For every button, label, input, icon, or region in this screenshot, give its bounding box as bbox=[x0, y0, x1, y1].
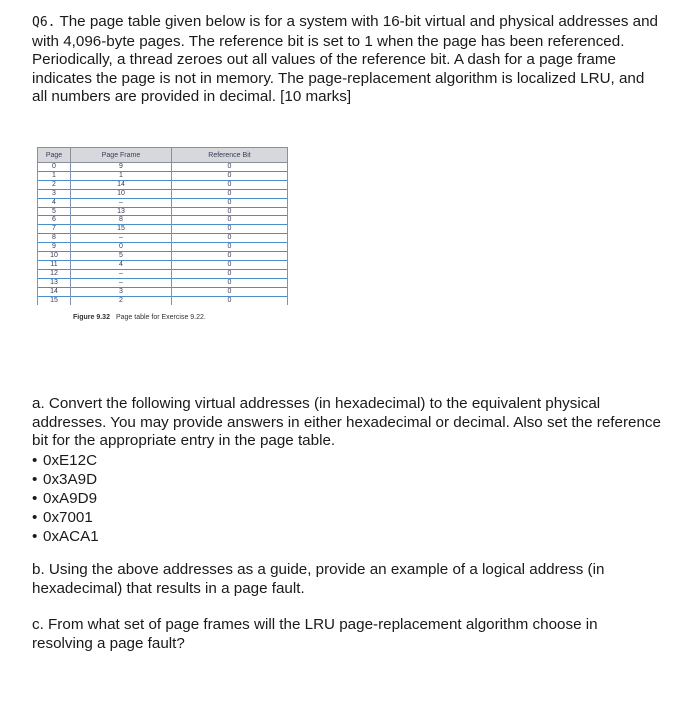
cell-page: 10 bbox=[38, 252, 71, 261]
bullet-icon: • bbox=[32, 489, 38, 507]
table-row bbox=[38, 189, 288, 198]
cell-page: 3 bbox=[38, 189, 71, 198]
cell-reference-bit: 0 bbox=[172, 287, 288, 296]
bullet-icon: • bbox=[32, 470, 38, 488]
cell-reference-bit: 0 bbox=[172, 180, 288, 189]
cell-page-frame: 8 bbox=[71, 216, 172, 225]
table-row bbox=[38, 287, 288, 296]
cell-page-frame: 1 bbox=[71, 171, 172, 180]
part-c bbox=[32, 616, 662, 653]
cell-page: 13 bbox=[38, 278, 71, 287]
address-value: 0x7001 bbox=[43, 508, 93, 526]
header-page-frame: Page Frame bbox=[71, 148, 172, 163]
cell-page-frame: 10 bbox=[71, 189, 172, 198]
list-item bbox=[32, 451, 662, 470]
cell-page-frame: – bbox=[71, 198, 172, 207]
cell-page-frame: 2 bbox=[71, 296, 172, 304]
table-row bbox=[38, 163, 288, 172]
header-page: Page bbox=[38, 148, 71, 163]
part-a bbox=[32, 395, 662, 546]
table-header-row bbox=[38, 148, 288, 163]
cell-page-frame: – bbox=[71, 269, 172, 278]
address-value: 0xA9D9 bbox=[43, 489, 98, 507]
cell-reference-bit: 0 bbox=[172, 296, 288, 304]
cell-reference-bit: 0 bbox=[172, 243, 288, 252]
cell-reference-bit: 0 bbox=[172, 252, 288, 261]
cell-page-frame: 4 bbox=[71, 260, 172, 269]
table-row bbox=[38, 171, 288, 180]
cell-page: 5 bbox=[38, 207, 71, 216]
address-value: 0xACA1 bbox=[43, 527, 99, 545]
cell-page: 0 bbox=[38, 163, 71, 172]
list-item bbox=[32, 470, 662, 489]
part-c-text: c. From what set of page frames will the LRU page-replacement algorithm choose in resolving a page fault? bbox=[32, 616, 598, 652]
address-value: 0xE12C bbox=[43, 451, 98, 469]
question-text: The page table given below is for a system with 16-bit virtual and physical addresses and with 4,096-byte pages. The reference bit is set to 1 when the page has been referenced. Periodically, a thread zeroes out all values of the reference bit. A dash for a page frame indicates the page is not in memory. The page-replacement algorithm is localized LRU, and all numbers are provided in decimal. [10 marks] bbox=[32, 13, 658, 106]
bullet-icon: • bbox=[32, 451, 38, 469]
part-a-text: a. Convert the following virtual addresses (in hexadecimal) to the equivalent physical addresses. You may provide answers in either hexadecimal or decimal. Also set the reference bit for the appropriate entry in the page table. bbox=[32, 395, 661, 450]
table-row bbox=[38, 260, 288, 269]
cell-page-frame: 5 bbox=[71, 252, 172, 261]
cell-page: 11 bbox=[38, 260, 71, 269]
table-row bbox=[38, 198, 288, 207]
cell-page: 2 bbox=[38, 180, 71, 189]
caption-text: Page table for Exercise 9.22. bbox=[115, 313, 206, 321]
cell-page-frame: 13 bbox=[71, 207, 172, 216]
cell-page: 15 bbox=[38, 296, 71, 304]
cell-reference-bit: 0 bbox=[172, 225, 288, 234]
page-table-body bbox=[38, 163, 288, 305]
table-row bbox=[38, 180, 288, 189]
cell-reference-bit: 0 bbox=[172, 278, 288, 287]
figure-caption bbox=[73, 314, 287, 321]
cell-reference-bit: 0 bbox=[172, 171, 288, 180]
table-row bbox=[38, 216, 288, 225]
cell-reference-bit: 0 bbox=[172, 207, 288, 216]
cell-reference-bit: 0 bbox=[172, 216, 288, 225]
address-list bbox=[32, 451, 662, 546]
table-row bbox=[38, 207, 288, 216]
cell-page: 14 bbox=[38, 287, 71, 296]
cell-reference-bit: 0 bbox=[172, 269, 288, 278]
cell-reference-bit: 0 bbox=[172, 189, 288, 198]
part-b-text: b. Using the above addresses as a guide, provide an example of a logical address (in hexadecimal) that results in a page fault. bbox=[32, 561, 605, 597]
caption-label: Figure 9.32 bbox=[73, 313, 110, 321]
page-table-figure bbox=[37, 147, 287, 321]
table-row bbox=[38, 225, 288, 234]
cell-reference-bit: 0 bbox=[172, 234, 288, 243]
header-reference-bit: Reference Bit bbox=[172, 148, 288, 163]
cell-reference-bit: 0 bbox=[172, 198, 288, 207]
table-row bbox=[38, 296, 288, 304]
list-item bbox=[32, 508, 662, 527]
address-value: 0x3A9D bbox=[43, 470, 98, 488]
bullet-icon: • bbox=[32, 527, 38, 545]
cell-page: 9 bbox=[38, 243, 71, 252]
table-row bbox=[38, 234, 288, 243]
cell-page-frame: – bbox=[71, 234, 172, 243]
cell-page-frame: 0 bbox=[71, 243, 172, 252]
cell-page-frame: 9 bbox=[71, 163, 172, 172]
cell-page: 8 bbox=[38, 234, 71, 243]
cell-page: 7 bbox=[38, 225, 71, 234]
table-row bbox=[38, 243, 288, 252]
cell-reference-bit: 0 bbox=[172, 163, 288, 172]
cell-page-frame: 15 bbox=[71, 225, 172, 234]
list-item bbox=[32, 489, 662, 508]
cell-page-frame: 14 bbox=[71, 180, 172, 189]
list-item bbox=[32, 527, 662, 546]
question-intro bbox=[32, 13, 662, 107]
table-row bbox=[38, 269, 288, 278]
part-b bbox=[32, 561, 662, 598]
cell-page-frame: 3 bbox=[71, 287, 172, 296]
cell-page: 6 bbox=[38, 216, 71, 225]
cell-page: 4 bbox=[38, 198, 71, 207]
cell-page: 12 bbox=[38, 269, 71, 278]
cell-reference-bit: 0 bbox=[172, 260, 288, 269]
table-row bbox=[38, 278, 288, 287]
question-number: Q6. bbox=[32, 15, 56, 30]
page-table bbox=[37, 147, 288, 305]
cell-page-frame: – bbox=[71, 278, 172, 287]
bullet-icon: • bbox=[32, 508, 38, 526]
cell-page: 1 bbox=[38, 171, 71, 180]
table-row bbox=[38, 252, 288, 261]
